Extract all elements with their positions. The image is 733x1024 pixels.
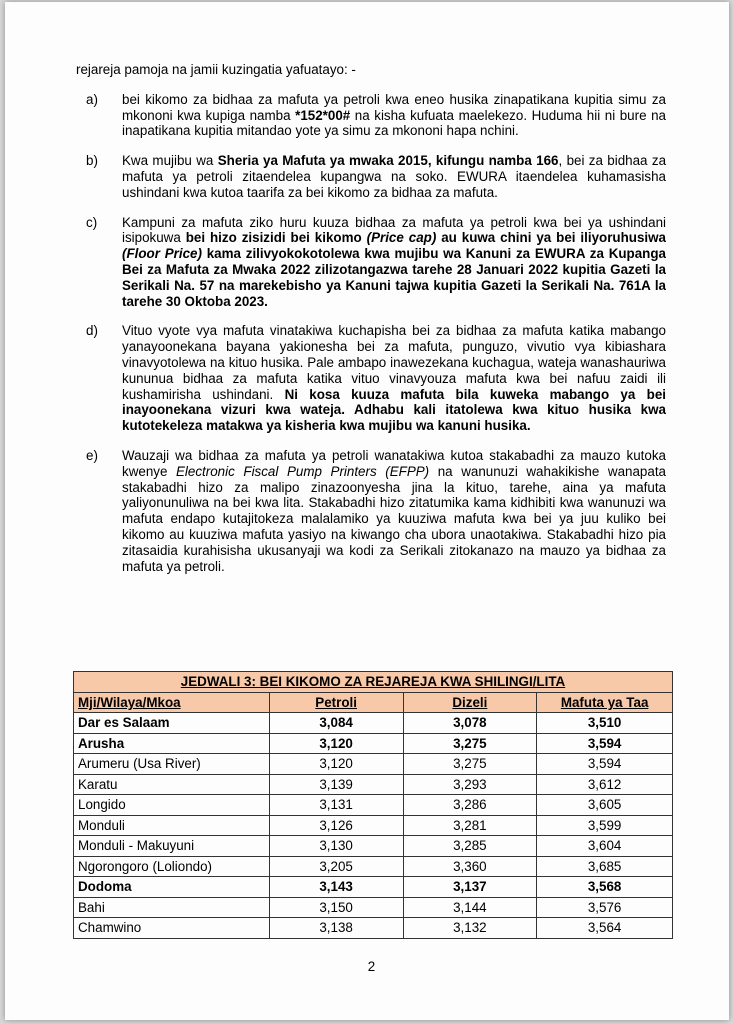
text-run: Ni kosa kuuza mafuta bila kuweka mabango ya bei inayoonekana vizuri kwa wateja. Adhabu kali itatolewa kwa kituo husika kwa kutotekeleza matakwa ya kisheria kwa mujibu wa kanuni husika.: [122, 386, 666, 434]
text-run: bei kikomo za bidhaa za mafuta ya petroli kwa eneo husika zinapatikana kupitia simu za mkononi kwa kupiga namba: [122, 91, 666, 123]
table-row: [74, 713, 673, 734]
cell-petroli: 3,120: [269, 733, 403, 754]
cell-location: Arumeru (Usa River): [74, 754, 270, 775]
table-row: [74, 877, 673, 898]
intro-paragraph: rejareja pamoja na jamii kuzingatia yafuatayo: -: [76, 62, 356, 77]
guidelines-list: [76, 92, 666, 575]
text-run: Kwa mujibu wa: [122, 153, 218, 169]
list-item: [76, 448, 666, 574]
list-item-text: [122, 153, 666, 200]
cell-dizeli: 3,078: [403, 713, 537, 734]
cell-location: Bahi: [74, 897, 270, 918]
list-item: [76, 153, 666, 200]
cell-dizeli: 3,281: [403, 815, 537, 836]
text-run: *152*00#: [295, 107, 351, 123]
list-item-label: b): [86, 153, 98, 169]
table-row: [74, 754, 673, 775]
document-page: [5, 2, 729, 1020]
list-item: [76, 92, 666, 139]
cell-petroli: 3,126: [269, 815, 403, 836]
cell-petroli: 3,138: [269, 918, 403, 939]
cell-dizeli: 3,285: [403, 836, 537, 857]
list-item-label: c): [86, 214, 98, 230]
text-run: bei hizo zisizidi bei kikomo: [185, 230, 367, 246]
cell-dizeli: 3,275: [403, 754, 537, 775]
cell-mafuta-ya-taa: 3,604: [537, 836, 673, 857]
cell-location: Chamwino: [74, 918, 270, 939]
list-item-label: d): [86, 323, 98, 339]
cell-petroli: 3,205: [269, 856, 403, 877]
list-item: [76, 215, 666, 310]
cell-mafuta-ya-taa: 3,594: [537, 754, 673, 775]
list-item-label: a): [86, 91, 98, 107]
table-title: JEDWALI 3: BEI KIKOMO ZA REJAREJA KWA SHILINGI/LITA: [74, 672, 673, 693]
table-row: [74, 897, 673, 918]
table-row: [74, 815, 673, 836]
cell-mafuta-ya-taa: 3,599: [537, 815, 673, 836]
cell-dizeli: 3,360: [403, 856, 537, 877]
list-item: [76, 323, 666, 434]
cell-location: Longido: [74, 795, 270, 816]
cell-petroli: 3,130: [269, 836, 403, 857]
text-run: (Floor Price): [122, 246, 202, 262]
text-run: Sheria ya Mafuta ya mwaka 2015, kifungu namba 166: [217, 153, 559, 169]
cell-petroli: 3,143: [269, 877, 403, 898]
text-run: na kisha kufuata maelekezo. Huduma hii ni bure na inapatikana kupitia mitandao yote ya simu za mkononi hapa nchini.: [122, 107, 667, 139]
list-item-label: e): [86, 447, 98, 463]
cell-dizeli: 3,293: [403, 774, 537, 795]
text-run: Electronic Fiscal Pump Printers (EFPP): [176, 463, 430, 479]
table-row: [74, 836, 673, 857]
cell-dizeli: 3,132: [403, 918, 537, 939]
text-run: na wanunuzi wahakikishe wanapata stakabadhi hizo za malipo zinazoonyesha jina la kituo, tarehe, aina ya mafuta yaliyonunuliwa na bei kwa lita. Stakabadhi hizo zitatumika kama kidhibiti kwa wanunuzi wa mafuta endapo kutajitokeza malalamiko ya kuuziwa mafuta kwa bei ya juu kuliko bei kikomo au kuuziwa mafuta yasiyo na kiwango cha ubora unaotakiwa. Stakabadhi hizo pia zitasaidia kurahisisha ukusanyaji wa kodi za Serikali zitokanazo na mauzo ya bidhaa za mafuta ya petroli.: [122, 463, 666, 574]
cell-petroli: 3,131: [269, 795, 403, 816]
cell-mafuta-ya-taa: 3,568: [537, 877, 673, 898]
table-row: [74, 856, 673, 877]
table-row: [74, 733, 673, 754]
cell-petroli: 3,150: [269, 897, 403, 918]
cell-mafuta-ya-taa: 3,685: [537, 856, 673, 877]
table-row: [74, 795, 673, 816]
cell-location: Monduli - Makuyuni: [74, 836, 270, 857]
cell-location: Arusha: [74, 733, 270, 754]
list-item-text: [122, 448, 666, 574]
cell-mafuta-ya-taa: 3,605: [537, 795, 673, 816]
cell-dizeli: 3,275: [403, 733, 537, 754]
cell-dizeli: 3,137: [403, 877, 537, 898]
cell-location: Karatu: [74, 774, 270, 795]
text-run: Kampuni za mafuta ziko huru kuuza bidhaa za mafuta ya petroli kwa bei ya ushindani isipokuwa: [122, 214, 666, 246]
list-item-text: [122, 92, 666, 139]
text-run: (Price cap): [366, 230, 437, 246]
header-petroli: Petroli: [269, 692, 403, 713]
cell-location: Monduli: [74, 815, 270, 836]
header-dizeli: Dizeli: [403, 692, 537, 713]
cell-mafuta-ya-taa: 3,564: [537, 918, 673, 939]
cell-petroli: 3,084: [269, 713, 403, 734]
text-run: Vituo vyote vya mafuta vinatakiwa kuchapisha bei za bidhaa za mafuta katika mabango yanayoonekana bayana yakionesha bei za mafuta, punguzo, vivutio vya kibiashara vinavyotolewa na kituo husika. Pale ambapo inawezekana kuchagua, wateja wanashauriwa kununua bidhaa za mafuta katika vituo vinavyouza mafuta kwa bei nafuu zaidi ili kushamirisha ushindani.: [122, 323, 666, 402]
table-row: [74, 918, 673, 939]
text-run: au kuwa chini ya bei iliyoruhusiwa: [436, 230, 667, 246]
cell-location: Ngorongoro (Loliondo): [74, 856, 270, 877]
table-title-row: [74, 672, 673, 693]
cell-mafuta-ya-taa: 3,612: [537, 774, 673, 795]
text-run: kama zilivyokokotolewa kwa mujibu wa Kanuni za EWURA za Kupanga Bei za Mafuta za Mwaka 2022 zilizotangazwa tarehe 28 Januari 2022 kupitia Gazeti la Serikali Na. 57 na marekebisho ya Kanuni tajwa kupitia Gazeti la Serikali Na. 761A la tarehe 30 Oktoba 2023.: [122, 246, 666, 309]
price-cap-table: [73, 671, 673, 939]
header-mafuta-ya-taa: Mafuta ya Taa: [537, 692, 673, 713]
text-run: Wauzaji wa bidhaa za mafuta ya petroli wanatakiwa kutoa stakabadhi za mauzo kutoka kwenye: [122, 447, 666, 479]
cell-petroli: 3,139: [269, 774, 403, 795]
cell-location: Dar es Salaam: [74, 713, 270, 734]
table-row: [74, 774, 673, 795]
body-text: [76, 62, 666, 588]
cell-location: Dodoma: [74, 877, 270, 898]
cell-mafuta-ya-taa: 3,594: [537, 733, 673, 754]
table-header-row: [74, 692, 673, 713]
cell-petroli: 3,120: [269, 754, 403, 775]
cell-mafuta-ya-taa: 3,510: [537, 713, 673, 734]
page-number: 2: [367, 959, 376, 974]
header-location: Mji/Wilaya/Mkoa: [74, 692, 270, 713]
text-run: , bei za bidhaa za mafuta ya petroli zitaendelea kupangwa na soko. EWURA itaendelea kuhamasisha ushindani kwa kutoa taarifa za bei kikomo za bidhaa za mafuta.: [122, 153, 667, 200]
cell-dizeli: 3,286: [403, 795, 537, 816]
cell-dizeli: 3,144: [403, 897, 537, 918]
cell-mafuta-ya-taa: 3,576: [537, 897, 673, 918]
list-item-text: [122, 215, 666, 310]
list-item-text: [122, 323, 666, 434]
